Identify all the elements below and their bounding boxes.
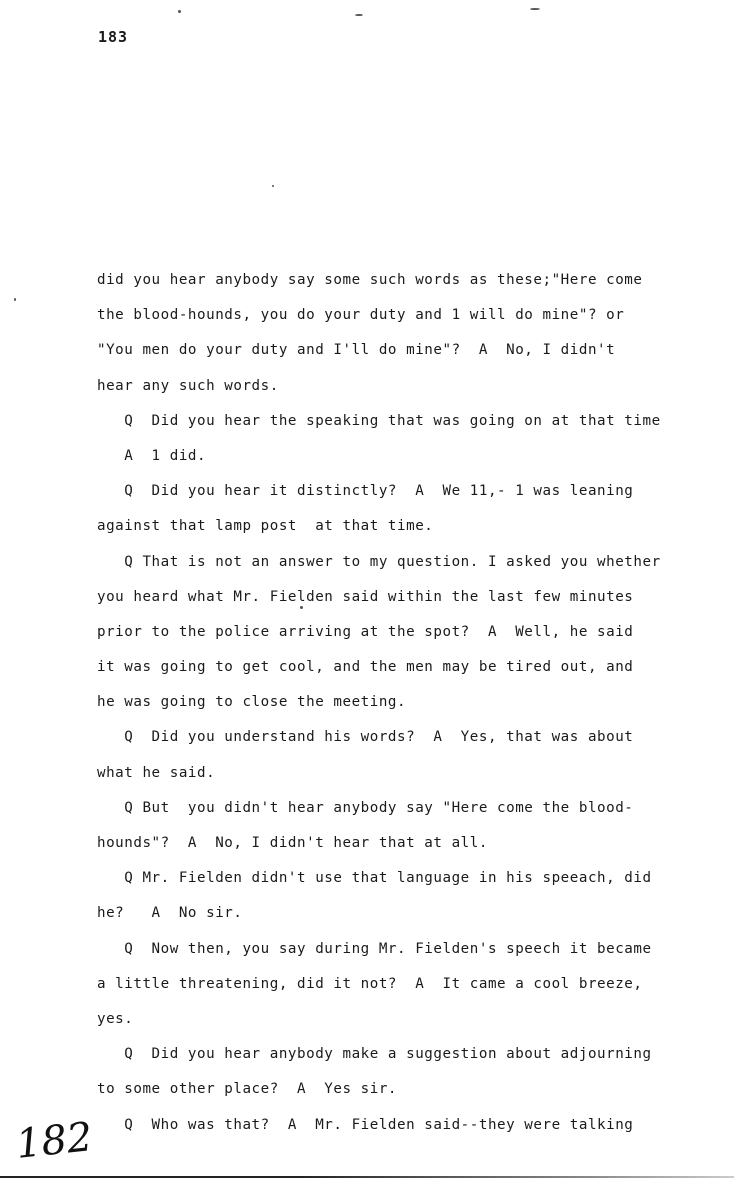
text-line: prior to the police arriving at the spot? A Well, he said bbox=[97, 623, 634, 640]
text-line: he was going to close the meeting. bbox=[97, 694, 407, 711]
text-line: hear any such words. bbox=[97, 377, 279, 394]
text-line: Q Did you hear the speaking that was going on at that time bbox=[97, 412, 661, 429]
text-line: Q Did you understand his words? A Yes, that was about bbox=[97, 729, 634, 746]
transcript-text bbox=[97, 270, 697, 1150]
text-line: against that lamp post at that time. bbox=[97, 518, 434, 535]
text-line: Q Did you hear anybody make a suggestion about adjourning bbox=[97, 1046, 652, 1063]
ink-speck bbox=[530, 8, 540, 10]
text-line: hounds"? A No, I didn't hear that at all. bbox=[97, 835, 488, 851]
text-line: you heard what Mr. Fielden said within the last few minutes bbox=[97, 588, 634, 605]
text-line: what he said. bbox=[97, 764, 216, 781]
text-line: "You men do your duty and I'll do mine"? A No, I didn't bbox=[97, 342, 616, 359]
text-line: Q That is not an answer to my question. I asked you whether bbox=[97, 553, 661, 570]
text-line: Q Mr. Fielden didn't use that language in his speeach, did bbox=[97, 870, 652, 887]
text-line: a little threatening, did it not? A It came a cool breeze, bbox=[97, 975, 643, 992]
bottom-rule bbox=[0, 1176, 734, 1178]
ink-speck bbox=[272, 185, 274, 187]
ink-speck bbox=[355, 14, 363, 16]
ink-speck bbox=[14, 298, 16, 301]
text-line: Q Now then, you say during Mr. Fielden's speech it became bbox=[97, 940, 652, 957]
handwritten-page-number: 182 bbox=[13, 1114, 95, 1168]
text-line: yes. bbox=[97, 1010, 134, 1027]
text-line: to some other place? A Yes sir. bbox=[97, 1081, 398, 1098]
text-line: did you hear anybody say some such words as these;"Here come bbox=[97, 272, 643, 288]
text-line: he? A No sir. bbox=[97, 905, 243, 922]
page-number: 183 bbox=[98, 28, 129, 46]
text-line: the blood-hounds, you do your duty and 1 will do mine"? or bbox=[97, 307, 625, 324]
text-line: Q Who was that? A Mr. Fielden said--they were talking bbox=[97, 1116, 634, 1133]
text-line: A 1 did. bbox=[97, 447, 207, 464]
text-line: Q Did you hear it distinctly? A We 11,- 1 was leaning bbox=[97, 483, 634, 500]
text-line: it was going to get cool, and the men may be tired out, and bbox=[97, 659, 634, 676]
ink-speck bbox=[178, 10, 181, 13]
text-line: Q But you didn't hear anybody say "Here come the blood- bbox=[97, 799, 634, 816]
